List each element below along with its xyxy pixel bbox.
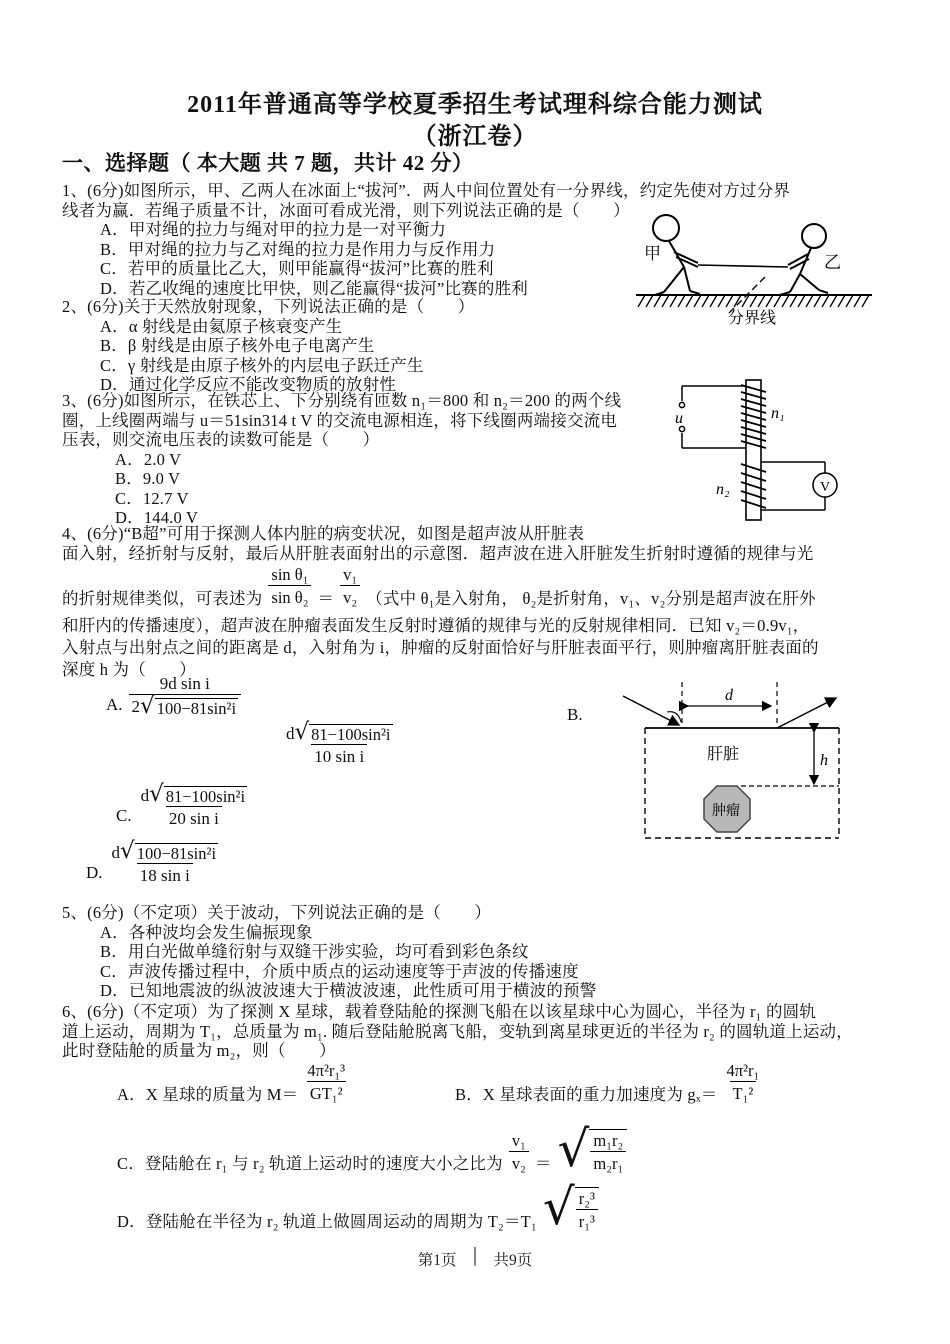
liver-ultrasound-figure	[615, 672, 895, 847]
equals-sign: ＝	[534, 1154, 552, 1173]
q4-option-a	[106, 673, 241, 718]
fraction: $\frac{\text{v₁}}{\text{v₂}}$	[340, 564, 360, 608]
text-line: 深度 h 为（ ）	[62, 660, 196, 679]
text-line: 和肝内的传播速度），超声波在肿瘤表面发生反射时遵循的规律与光的反射规律相同．已知 v₂＝0.9v₁，	[62, 616, 810, 635]
fraction: $\frac{\text{sin θ₁}}{\text{sin θ₂}}$	[268, 564, 311, 608]
label-liver: 肝脏	[707, 746, 740, 763]
option-text: D．登陆舱在半径为 r₂ 轨道上做圆周运动的周期为 T₂＝T₁	[117, 1212, 537, 1231]
text-segment: 的折射规律类似，可表述为	[62, 588, 263, 608]
option: B．β 射线是由原子核外电子电离产生	[100, 336, 375, 355]
source-wires	[679, 386, 746, 448]
label-n2: n₂	[716, 481, 730, 498]
exit-ray	[777, 698, 836, 728]
option: C．12.7 V	[115, 488, 189, 508]
label-yi: 乙	[824, 253, 841, 272]
option: C．声波传播过程中，介质中质点的运动速度等于声波的传播速度	[100, 961, 579, 981]
fraction: d √ 81−100sin²i 20 sin i	[140, 781, 246, 828]
person-yi-figure	[780, 224, 828, 295]
text-line: 5、(6分)（不定项）关于波动，下列说法正确的是（ ）	[62, 903, 492, 922]
option: B．用白光做单缝衍射与双缝干涉实验，均可看到彩色条纹	[100, 942, 529, 961]
label-jia: 甲	[644, 244, 661, 263]
option: D．144.0 V	[115, 508, 199, 527]
option: A．α 射线是由氦原子核衰变产生	[100, 316, 343, 336]
option: B．甲对绳的拉力与乙对绳的拉力是作用力与反作用力	[100, 239, 496, 259]
q6-option-b	[455, 1060, 762, 1104]
equals-sign: ＝	[317, 588, 335, 608]
page-footer	[0, 1248, 950, 1270]
text-line: 线者为赢．若绳子质量不计，冰面可看成光滑，则下列说法正确的是（ ）	[62, 200, 630, 220]
option-text: B．X 星球表面的重力加速度为 gₓ＝	[455, 1084, 718, 1104]
q4-option-b-label: B.	[567, 705, 583, 724]
label-h: h	[820, 752, 828, 769]
fraction: 9d sin i 2 √ 100−81sin²i	[129, 673, 242, 718]
fraction: d √ 100−81sin²i 18 sin i	[111, 838, 217, 885]
radical-sign: √	[140, 693, 155, 719]
text-line: 圈，上线圈两端与 u＝51sin314 t V 的交流电源相连，将下线圈两端接交流电	[62, 410, 618, 430]
question-5	[62, 903, 596, 1001]
q4-option-d	[86, 838, 221, 886]
page-subtitle: （浙江卷）	[412, 124, 538, 150]
footer-total-pages: 共9页	[493, 1252, 533, 1269]
fraction: d √ 81−100sin²i 10 sin i	[286, 719, 391, 766]
option: A．甲对绳的拉力与绳对甲的拉力是一对平衡力	[100, 220, 447, 239]
option: D．若乙收绳的速度比甲快，则乙能赢得“拔河”比赛的胜利	[100, 278, 528, 298]
label-n1: n₁	[771, 405, 785, 422]
radical	[542, 1178, 599, 1236]
q6-option-d	[117, 1178, 599, 1236]
question-6	[62, 1002, 853, 1061]
label-boundary: 分界线	[728, 310, 777, 327]
text-line: 3、(6分)如图所示，在铁芯上、下分别绕有匝数 n₁＝800 和 n₂＝200 的两个线	[62, 391, 622, 410]
option: B．9.0 V	[115, 469, 181, 488]
question-2	[62, 297, 474, 395]
q6-option-a	[117, 1060, 348, 1104]
fraction: $\frac{\text{4π²r₁³}}{\text{GT₁²}}$	[307, 1061, 346, 1103]
text-line: 此时登陆舱的质量为 m₂，则（ ）	[62, 1041, 336, 1060]
footer-page-number: 第1页	[417, 1252, 457, 1269]
q6-option-c	[117, 1120, 627, 1178]
text-line: 4、(6分)“B超”可用于探测人体内脏的病变状况，如图是超声波从肝脏表	[62, 524, 585, 543]
label-voltmeter: V	[820, 480, 831, 495]
option-label: D.	[86, 862, 103, 882]
q4-formula-line	[62, 556, 816, 608]
text-segment: （式中 θ₁是入射角， θ₂是折射角，v₁、v₂分别是超声波在肝外	[366, 588, 816, 608]
ground-hatching	[638, 295, 869, 307]
question-3	[62, 391, 621, 528]
fraction: $\frac{\text{r₂³}}{\text{r₁³}}$	[576, 1188, 598, 1232]
fraction: $\frac{\text{v₁}}{\text{v₂}}$	[509, 1130, 529, 1174]
page-title: 2011年普通高等学校夏季招生考试理科综合能力测试	[187, 92, 763, 118]
tug-of-war-figure	[628, 196, 890, 331]
text-line: 入射点与出射点之间的距离是 d，入射角为 i，肿瘤的反射面恰好与肝脏表面平行，则肿瘤离肝脏表面的	[62, 638, 819, 657]
label-tumor: 肿瘤	[712, 804, 740, 819]
text-line: 面入射，经折射与反射，最后从肝脏表面射出的示意图．超声波在进入肝脏发生折射时遵循的规律与光	[62, 543, 814, 563]
q4-option-b-formula	[283, 719, 396, 767]
section-heading: 一、选择题（ 本大题 共 7 题，共计 42 分）	[62, 151, 474, 175]
radical-sign: √	[120, 838, 135, 864]
fraction: $\frac{\text{4π²r₁}}{\text{T₁²}}$	[726, 1061, 760, 1103]
option: A．2.0 V	[115, 449, 182, 469]
option-text: A．X 星球的质量为 M＝	[117, 1084, 299, 1104]
q4-option-c	[116, 781, 250, 829]
label-d: d	[725, 687, 733, 704]
option: C．γ 射线是由原子核外的内层电子跃迁产生	[100, 355, 424, 375]
radical-sign: √	[149, 781, 164, 807]
text-line: 道上运动，周期为 T₁，总质量为 m₁. 随后登陆舱脱离飞船，变轨到离星球更近的半径为 r₂ 的圆轨道上运动，	[62, 1021, 853, 1041]
transformer-circuit-figure	[672, 368, 937, 530]
option: C．若甲的质量比乙大，则甲能赢得“拔河”比赛的胜利	[100, 259, 494, 278]
radical-sign: √	[542, 1178, 575, 1236]
text-line: 6、(6分)（不定项）为了探测 X 星球，载着登陆舱的探测飞船在以该星球中心为圆心，半径为 r₁ 的圆轨	[62, 1002, 817, 1021]
label-source-u: u	[675, 410, 683, 427]
option: A．各种波均会发生偏振现象	[100, 922, 313, 942]
text-line: 2、(6分)关于天然放射现象，下列说法正确的是（ ）	[62, 297, 475, 316]
option: D．通过化学反应不能改变物质的放射性	[100, 375, 397, 394]
text-line: 1、(6分)如图所示，甲、乙两人在冰面上“拔河”．两人中间位置处有一分界线，约定先使对方过分界	[62, 181, 791, 200]
option-text: C．登陆舱在 r₁ 与 r₂ 轨道上运动时的速度大小之比为	[117, 1154, 503, 1173]
text-line: 压表，则交流电压表的读数可能是（ ）	[62, 430, 380, 449]
radical-sign: √	[294, 719, 310, 745]
option-label: A.	[106, 694, 123, 714]
fraction: $\frac{\text{m₁r₂}}{\text{m₂r₁}}$	[590, 1130, 626, 1174]
incident-ray	[623, 696, 679, 725]
rope	[698, 265, 788, 267]
option: D．已知地震波的纵波波速大于横波波速，此性质可用于横波的预警	[100, 981, 597, 1000]
option-label: C.	[116, 805, 132, 825]
radical	[557, 1120, 628, 1178]
radical-sign: √	[557, 1120, 590, 1178]
footer-divider: │	[469, 1248, 481, 1265]
